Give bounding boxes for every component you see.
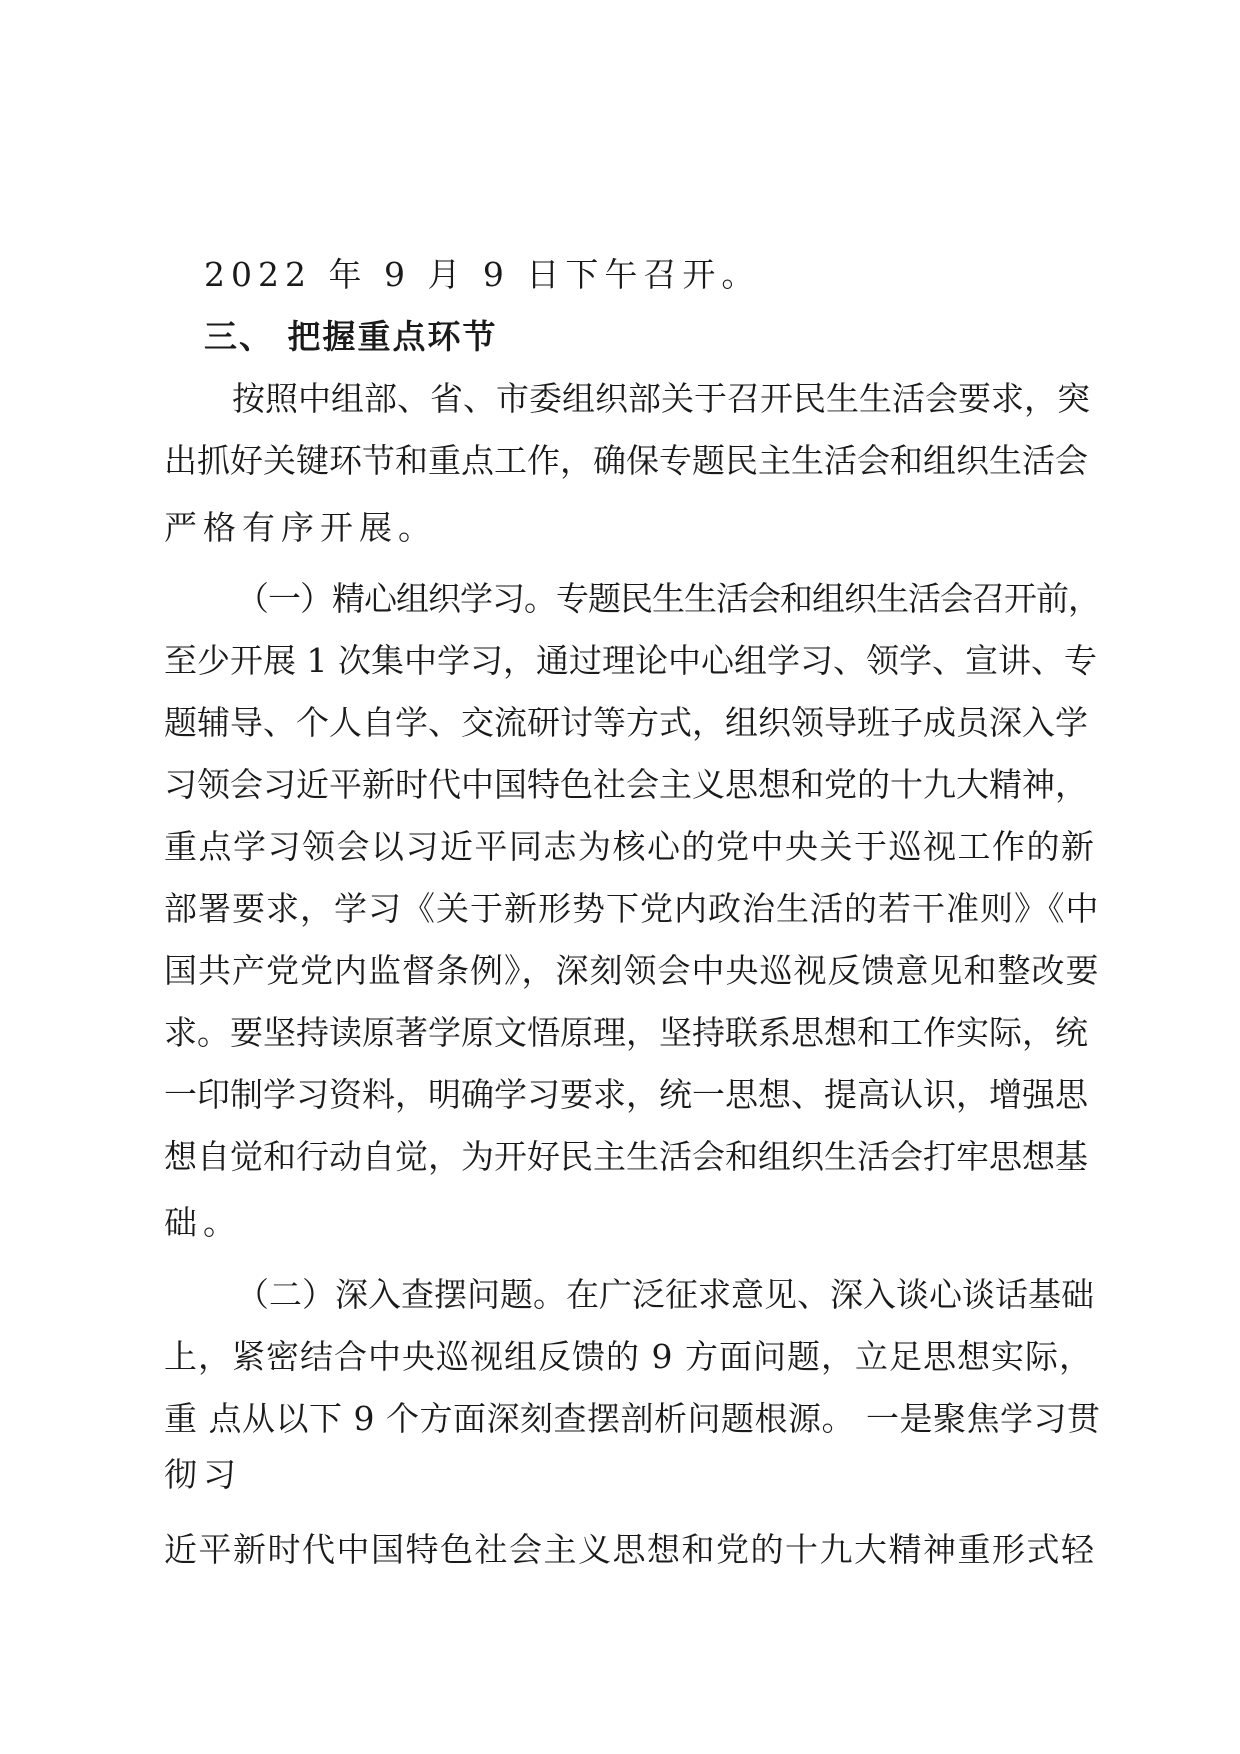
text-line-date: 2022 年 9 月 9 日下午召开。 [204,255,761,294]
paragraph-line: 彻习 [164,1455,242,1494]
paragraph-line: 部署要求，学习《关于新形势下党内政治生活的若干准则》《中 [164,889,1100,928]
paragraph-line: （二）深入查摆问题。在广泛征求意见、深入谈心谈话基础 [236,1275,1094,1314]
paragraph-line: 习领会习近平新时代中国特色社会主义思想和党的十九大精神， [164,765,1088,804]
paragraph-line: 上，紧密结合中央巡视组反馈的 9 方面问题，立足思想实际， [164,1337,1093,1376]
paragraph-line: 重 点从以下 9 个方面深刻查摆剖析问题根源。 一是聚焦学习贯 [164,1399,1101,1438]
paragraph-line: 严格有序开展。 [164,508,437,547]
paragraph-line: 重点学习领会以习近平同志为核心的党中央关于巡视工作的新 [164,827,1096,866]
paragraph-line: 一印制学习资料，明确学习要求，统一思想、提高认识，增强思 [164,1075,1088,1114]
paragraph-line: 国共产党党内监督条例》，深刻领会中央巡视反馈意见和整改要 [164,951,1100,990]
paragraph-line: 题辅导、个人自学、交流研讨等方式，组织领导班子成员深入学 [164,703,1088,742]
paragraph-line: 至少开展 1 次集中学习，通过理论中心组学习、领学、宣讲、专 [164,641,1097,680]
paragraph-line: （一）精心组织学习。专题民生生活会和组织生活会召开前， [236,579,1100,618]
paragraph-line: 近平新时代中国特色社会主义思想和党的十九大精神重形式轻 [164,1530,1096,1569]
paragraph-line: 按照中组部、省、市委组织部关于召开民生生活会要求，突 [232,379,1090,418]
paragraph-line: 出抓好关键环节和重点工作，确保专题民主生活会和组织生活会 [164,441,1088,480]
section-heading: 三、 把握重点环节 [204,317,498,356]
paragraph-line: 想自觉和行动自觉，为开好民主生活会和组织生活会打牢思想基 [164,1137,1088,1176]
paragraph-line: 求。要坚持读原著学原文悟原理，坚持联系思想和工作实际，统 [164,1013,1088,1052]
paragraph-line: 础。 [164,1203,242,1242]
